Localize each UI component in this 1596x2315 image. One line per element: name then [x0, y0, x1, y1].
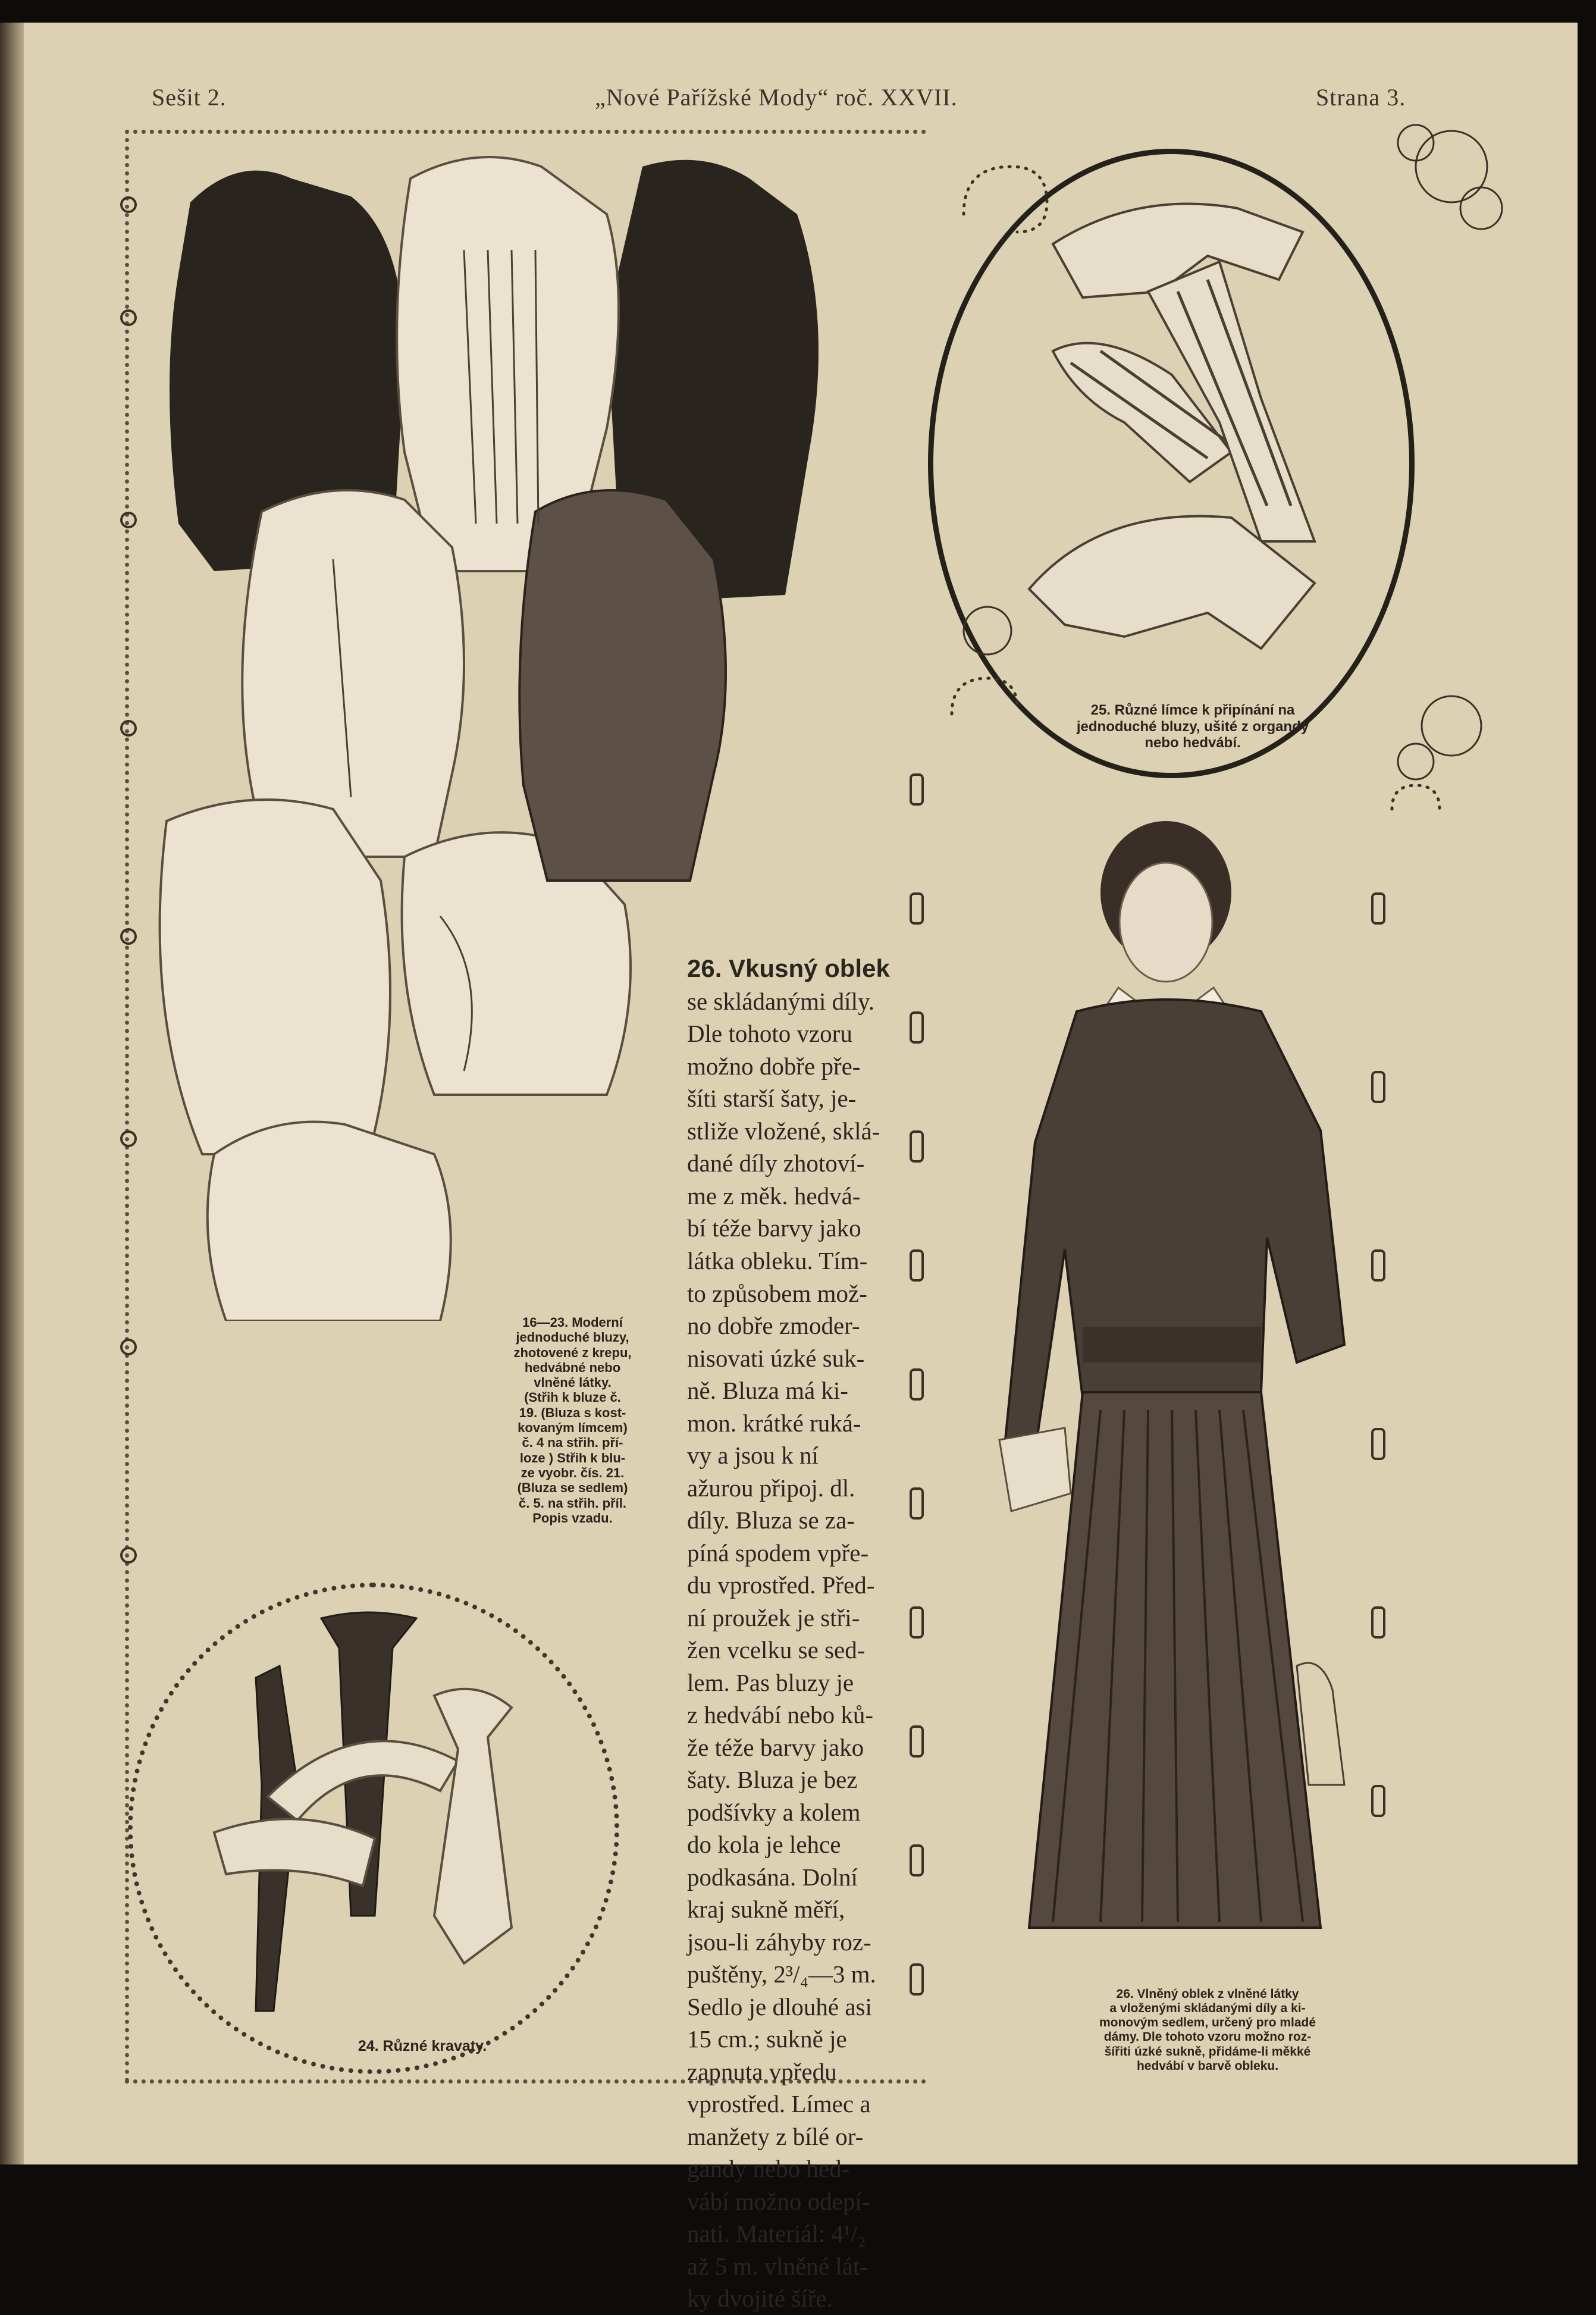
- ties-caption: 24. Různé kravaty.: [358, 2038, 487, 2054]
- floral-ornaments: [928, 119, 1523, 916]
- magazine-title: „Nové Pařížské Mody“ roč. XXVII.: [595, 84, 958, 111]
- woman-suit-illustration: [987, 809, 1392, 1981]
- article-text: 26. Vkusný oblek se skládanými díly. Dle tohoto vzoru možno dobře pře- šíti starší šaty, je- stliže vložené, sklá- dané díly zhotoví- me z měk. hedvá- bí téže barvy jako látka obleku. Tím- to způsobem mož- no dobře zmoder- nisovati úzké suk- ně. Bluza má ki- mon. krátké ruká- vy a jsou k ní ažurou připoj. dl. díly. Bluza se za- píná spodem vpře- du vprostřed. Před- ní proužek je stři- žen vcelku se sed- lem. Pas bluzy je z hedvábí nebo ků- že téže barvy jako šaty. Bluza je bez podšívky a kolem do kola je lehce podkasána. Dolní kraj sukně měří, jsou-li záhyby roz- puštěny, 2³/₄—3 m. Sedlo je dlouhé asi 15 cm.; sukně je zapnuta vpředu vprostřed. Límec a manžety z bílé or- gandy nebo hed- vábí možno odepí- nati. Materiál: 4¹/₂ až 5 m. vlněné lát- ky dvojité šíře.: [687, 952, 895, 2315]
- article-title: 26. Vkusný oblek: [687, 954, 890, 982]
- page-number: Strana 3.: [1316, 84, 1406, 111]
- book-spine: [0, 23, 24, 2164]
- suit-caption: 26. Vlněný oblek z vlněné látky a vloženými skládanými díly a ki- monovým sedlem, určený pro mladé dámy. Dle tohoto vzoru možno roz- šířiti úzké sukně, přidáme-li měkké hedvábí v barvě obleku.: [1099, 1987, 1316, 2073]
- blouses-caption: 16—23. Moderní jednoduché bluzy, zhotovené z krepu, hedvábné nebo vlněné látky. (Střih k bluze č. 19. (Bluza s kost- kovaným límcem) č. 4 na střih. pří- loze ) Střih k blu- ze vyobr. čís. 21. (Bluza se sedlem) č. 5. na střih. příl. Popis vzadu.: [513, 1315, 632, 1525]
- ties-illustration: [178, 1606, 571, 2059]
- issue-number: Sešit 2.: [152, 84, 227, 111]
- collars-caption: 25. Různé límce k připínání na jednoduché bluzy, ušité z organdy nebo hedvábí.: [1076, 702, 1309, 751]
